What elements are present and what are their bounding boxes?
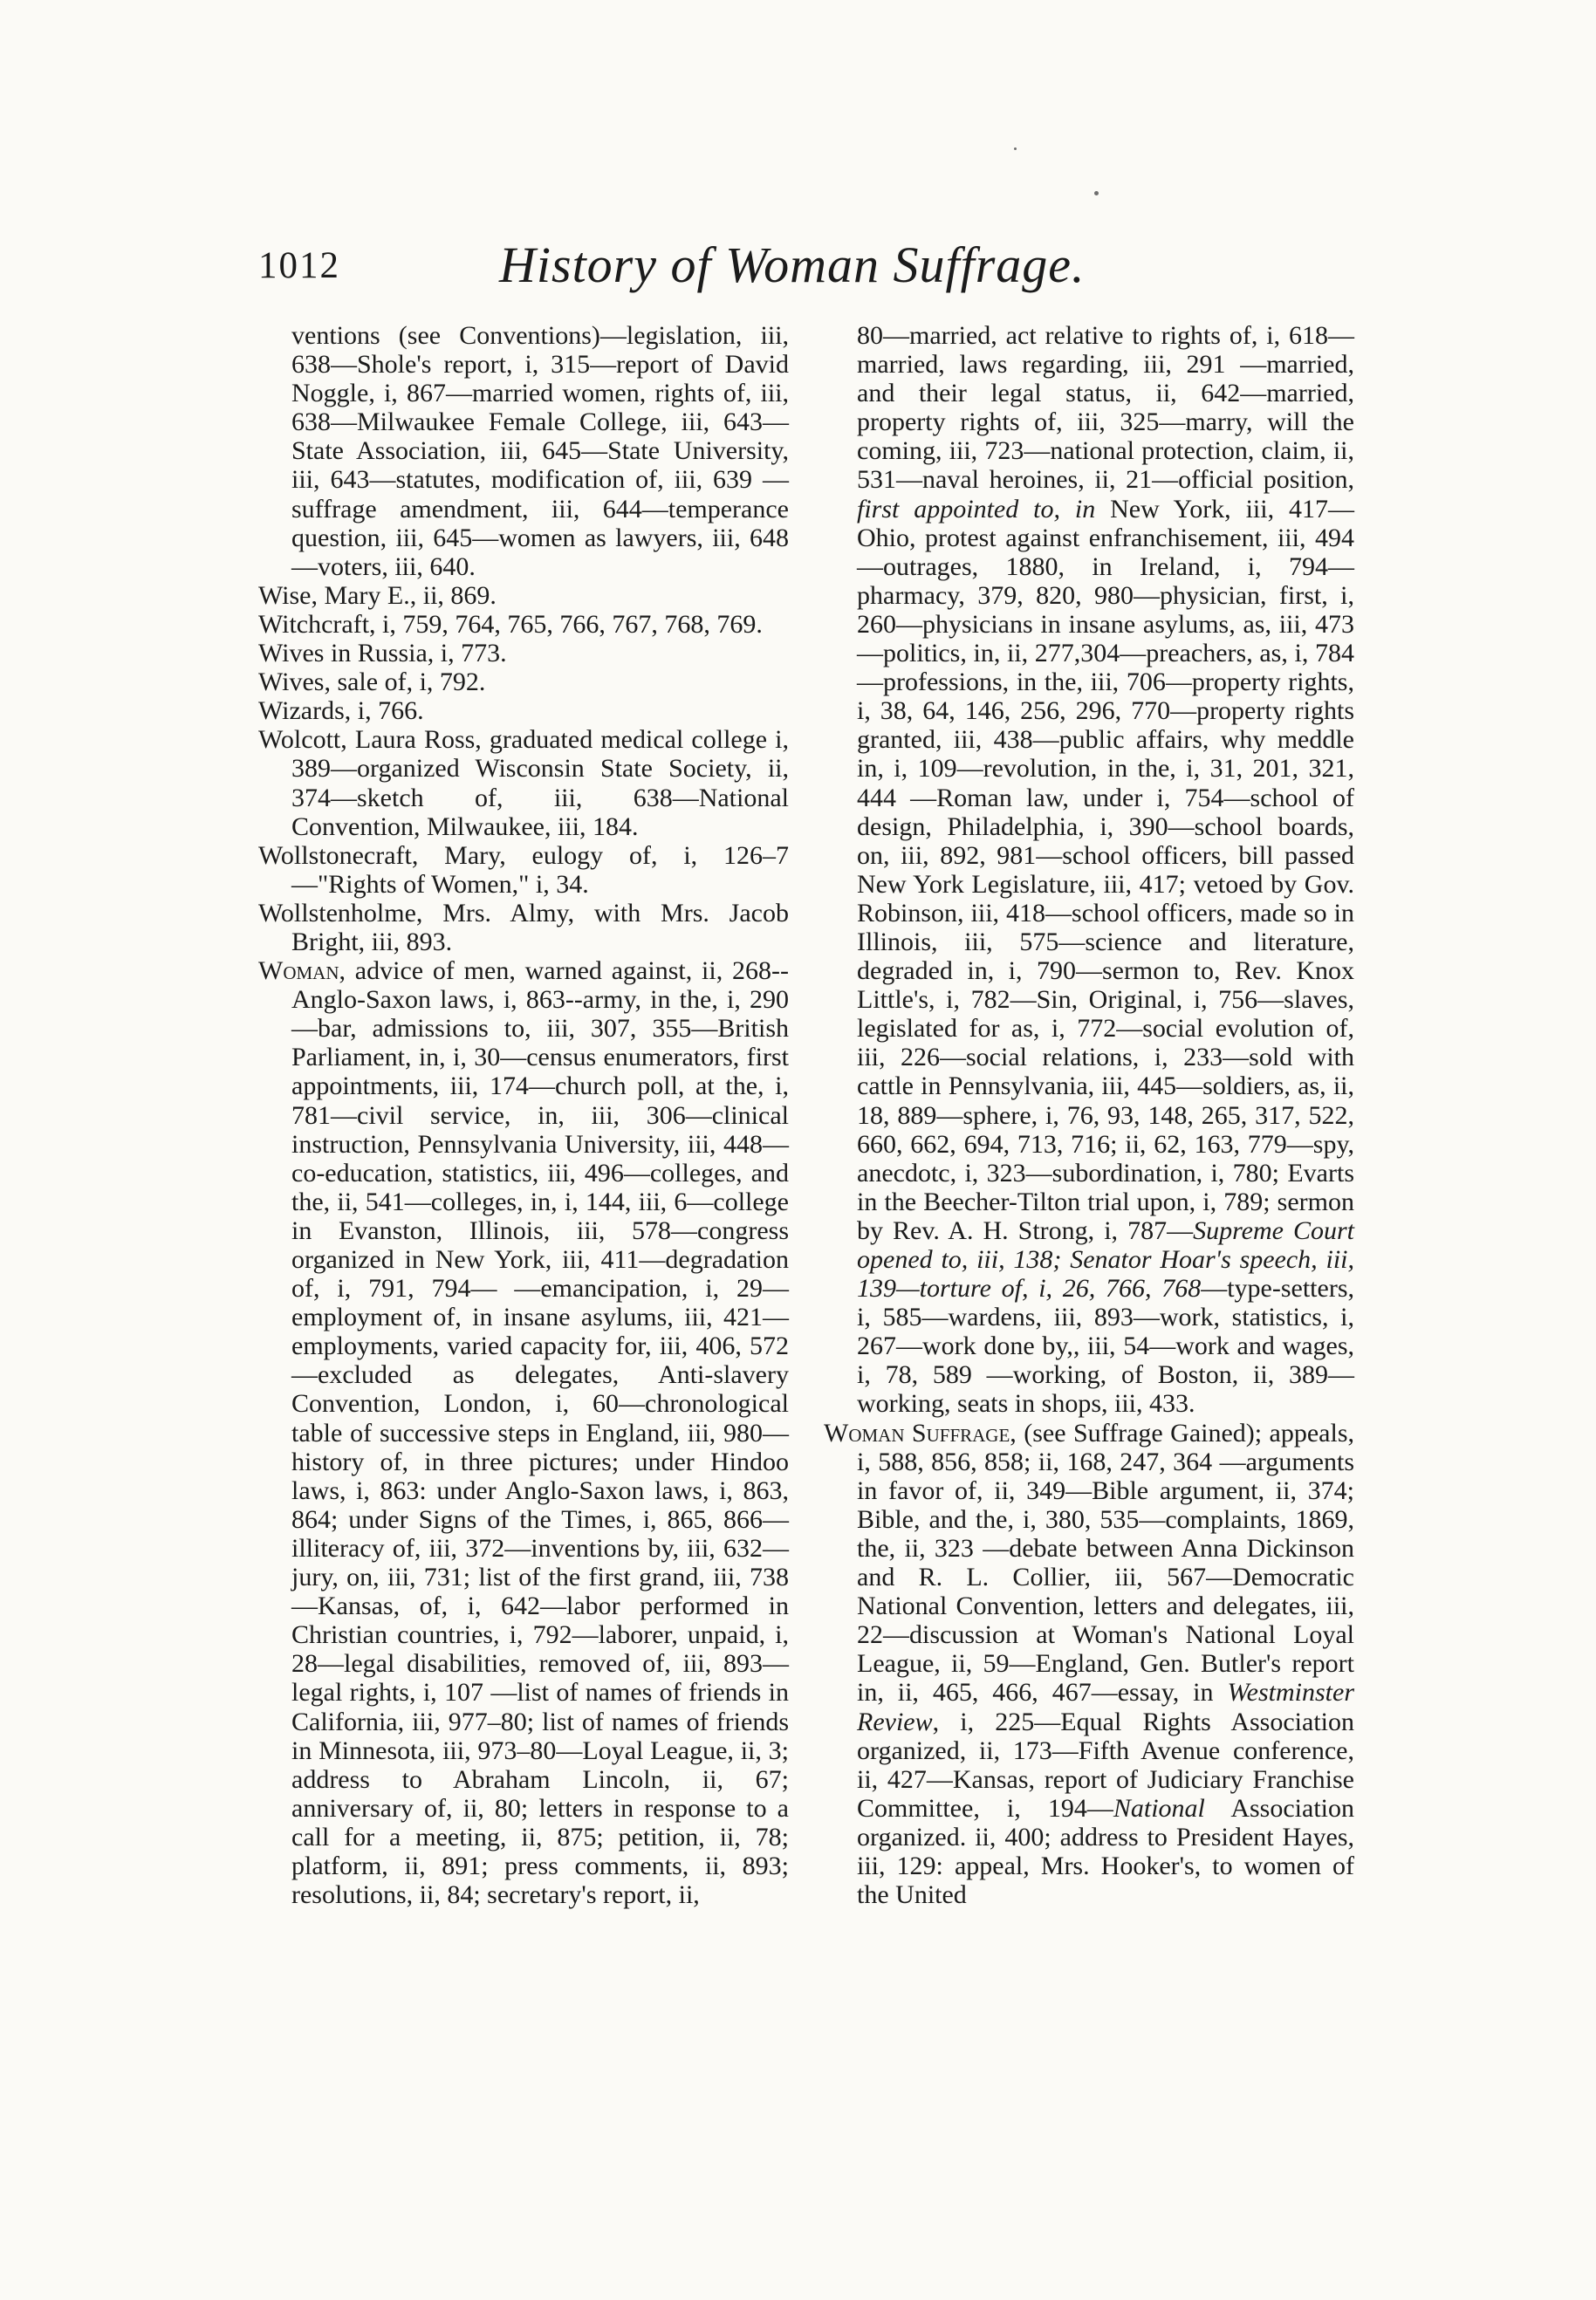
- entry-woman-continued: [824, 321, 1354, 1419]
- entry-wollstenholme: Wollstenholme, Mrs. Almy, with Mrs. Jacob Bright, iii, 893.: [258, 898, 789, 956]
- entry-woman-italic: first appointed to, in: [857, 494, 1096, 524]
- entry-wollstonecraft: Wollstonecraft, Mary, eulogy of, i, 126–7 —"Rights of Women," i, 34.: [258, 840, 789, 899]
- entry-woman-italic: Supreme Court opened to, iii, 138; Senator Hoar's speech, iii, 139—torture of, i, 26, 766, 768: [857, 1215, 1354, 1304]
- entry-woman-text-part: —type-setters, i, 585—wardens, iii, 893—work, statistics, i, 267—work done by,, iii, 54—work and wages, i, 78, 589 —working, of Boston, ii, 389—working, seats in shops, iii, 433.: [857, 1274, 1354, 1419]
- speck-mark: [1014, 147, 1017, 150]
- entry-woman-suffrage-italic: Westminster Review: [857, 1678, 1354, 1736]
- entry-wives-sale: Wives, sale of, i, 792.: [258, 667, 486, 697]
- page-number: 1012: [258, 245, 340, 286]
- entry-wolcott: Wolcott, Laura Ross, graduated medical college i, 389—organized Wisconsin State Society, ii, 374—sketch of, iii, 638—National Convention, Milwaukee, iii, 184.: [258, 725, 789, 841]
- index-column-right: [824, 321, 1354, 1909]
- entry-wives-russia: Wives in Russia, i, 773.: [258, 639, 507, 668]
- entry-witchcraft: Witchcraft, i, 759, 764, 765, 766, 767, 768, 769.: [258, 609, 763, 639]
- entry-wizards: Wizards, i, 766.: [258, 696, 424, 726]
- entry-woman-text-part: New York, iii, 417—Ohio, protest against enfranchisement, iii, 494—outrages, 1880, in Ireland, i, 794—pharmacy, 379, 820, 980—physician, first, i, 260—physicians in insane asylums, as, iii, 473 —politics, in, ii, 277,304—preachers, as, i, 784—professions, in the, iii, 706—property rights, i, 38, 64, 146, 256, 296, 770—property rights granted, iii, 438—public affairs, why meddle in, i, 109—revolution, in the, i, 31, 201, 321, 444 —Roman law, under i, 754—school of design, Philadelphia, i, 390—school boards, on, iii, 892, 981—school officers, bill passed New York Legislature, iii, 417; vetoed by Gov. Robinson, iii, 418—school officers, made so in Illinois, iii, 575—science and literature, degraded in, i, 790—sermon to, Rev. Knox Little's, i, 782—Sin, Original, i, 756—slaves, legislated for as, i, 772—social evolution of, iii, 226—social relations, i, 233—sold with cattle in Pennsylvania, iii, 445—soldiers, as, ii, 18, 889—sphere, i, 76, 93, 148, 265, 317, 522, 660, 662, 694, 713, 716; ii, 62, 163, 779—spy, anecdotc, i, 323—subordination, i, 780; Evarts in the Beecher-Tilton trial upon, i, 789; sermon by Rev. A. H. Strong, i, 787—: [857, 494, 1354, 1245]
- entry-woman-suffrage-text: Association organized. ii, 400; address to President Hayes, iii, 129: appeal, Mrs. Hooker's, to women of the United: [857, 1793, 1354, 1910]
- entry-woman: [258, 956, 789, 1909]
- entry-wise: Wise, Mary E., ii, 869.: [258, 580, 497, 610]
- entry-woman-suffrage-italic: National: [1113, 1793, 1205, 1823]
- entry-woman-text: , advice of men, warned against, ii, 268--Anglo-Saxon laws, i, 863--army, in the, i, 290—bar, admissions to, iii, 307, 355—British Parliament, in, i, 30—census enumerators, first appointments, iii, 174—church poll, at the, i, 781—civil service, in, iii, 306—clinical instruction, Pennsylvania University, iii, 448—co-education, statistics, iii, 496—colleges, and the, ii, 541—colleges, in, i, 144, iii, 6—college in Evanston, Illinois, iii, 578—congress organized in New York, iii, 411—degradation of, i, 791, 794— —emancipation, i, 29—employment of, in insane asylums, iii, 421—employments, varied capacity for, iii, 406, 572—excluded as delegates, Anti-slavery Convention, London, i, 60—chronological table of successive steps in England, iii, 980—history of, in three pictures; under Hindoo laws, i, 863: under Anglo-Saxon laws, i, 863, 864; under Signs of the Times, i, 865, 866—illiteracy of, iii, 372—inventions by, iii, 632—jury, on, iii, 731; list of the first grand, iii, 738—Kansas, of, i, 642—labor performed in Christian countries, i, 792—laborer, unpaid, i, 28—legal disabilities, removed of, iii, 893—legal rights, i, 107 —list of names of friends in California, iii, 977–80; list of names of friends in Minnesota, iii, 973–80—Loyal League, ii, 3; address to Abraham Lincoln, ii, 67; anniversary of, ii, 80; letters in response to a call for a meeting, ii, 875; petition, ii, 78; platform, ii, 891; press comments, ii, 893; resolutions, ii, 84; secretary's report, ii,: [291, 956, 789, 1910]
- entry-woman-suffrage-text: , i, 225—Equal Rights Association organized, ii, 173—Fifth Avenue conference, ii, 427—Kansas, report of Judiciary Franchise Committee, i, 194—: [857, 1707, 1354, 1823]
- index-column-left: [258, 321, 789, 1909]
- running-title: History of Woman Suffrage.: [499, 236, 1086, 293]
- entry-woman-suffrage-heading: Woman Suffrage: [824, 1418, 1010, 1448]
- speck-mark: [1094, 191, 1099, 195]
- entry-woman-suffrage-text: , (see Suffrage Gained); appeals, i, 588, 856, 858; ii, 168, 247, 364 —arguments in favor of, ii, 349—Bible argument, ii, 374; Bible, and the, i, 380, 535—complaints, 1869, the, ii, 323 —debate between Anna Dickinson and R. L. Collier, iii, 567—Democratic National Convention, letters and delegates, iii, 22—discussion at Woman's National Loyal League, ii, 59—England, Gen. Butler's report in, ii, 465, 466, 467—essay, in: [857, 1418, 1354, 1708]
- entry-woman-suffrage: [824, 1419, 1354, 1910]
- entry-woman-heading: Woman: [258, 956, 339, 986]
- entry-woman-text-part: 80—married, act relative to rights of, i, 618—married, laws regarding, iii, 291 —married, and their legal status, ii, 642—married, property rights of, iii, 325—marry, will the coming, iii, 723—national protection, claim, ii, 531—naval heroines, ii, 21—official position,: [857, 321, 1354, 495]
- entry-continuation: ventions (see Conventions)—legislation, iii, 638—Shole's report, i, 315—report of David Noggle, i, 867—married women, rights of, iii, 638—Milwaukee Female College, iii, 643—State Association, iii, 645—State University, iii, 643—statutes, modification of, iii, 639 —suffrage amendment, iii, 644—temperance question, iii, 645—women as lawyers, iii, 648—voters, iii, 640.: [291, 321, 789, 581]
